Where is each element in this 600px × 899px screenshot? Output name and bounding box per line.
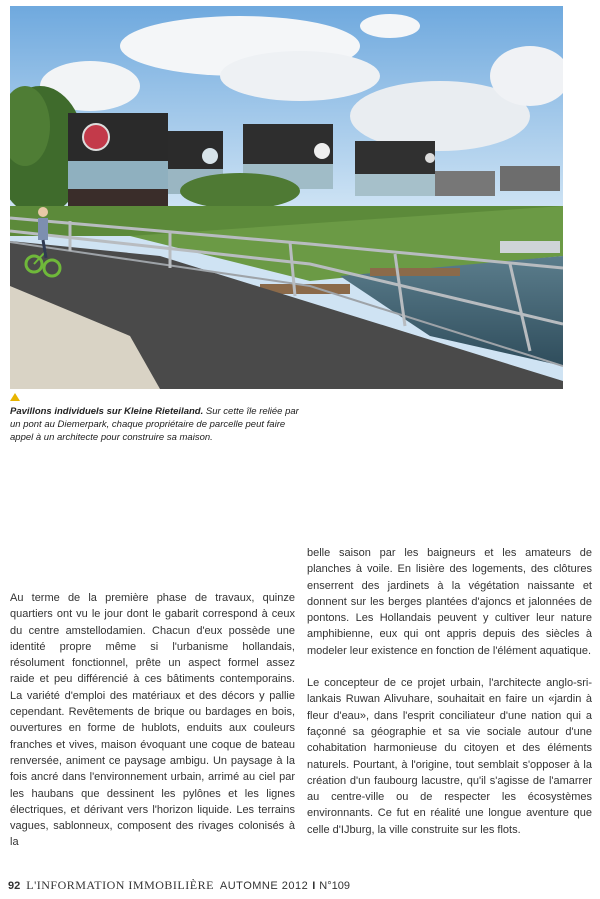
article-column-left [10, 590, 295, 867]
magazine-name: L'INFORMATION IMMOBILIÈRE [26, 878, 214, 892]
right-paragraph-2: Le concepteur de ce projet urbain, l'architecte anglo-sri-lankais Ruwan Alivuhare, souhaitait en faire un «jardin à fleur d'eau», dans l'esprit conciliateur d'une nation qui a façonné sa géographie et sa vie sociale autour d'une cohabitation harmonieuse du citoyen et des éléments naturels. Pourtant, à l'origine, tout semblait s'opposer à la création d'un faubourg lacustre, qu'il s'agisse de l'amarrer au centre-ville ou de respecter les écosystèmes environnants. Ce fut en réalité une longue aventure que celle d'IJburg, la ville construite sur les flots. [307, 677, 592, 836]
caption-title: Pavillons individuels sur Kleine Rieteiland. [10, 406, 204, 417]
footer-separator: I [312, 880, 316, 892]
page-footer [8, 878, 350, 893]
photo-caption [10, 405, 305, 444]
article-photo [10, 6, 563, 389]
caption-triangle-icon [10, 393, 20, 401]
page-number: 92 [8, 880, 21, 892]
right-paragraph-1: belle saison par les baigneurs et les amateurs de planches à voile. En lisière des logements, des clôtures enserrent des jardinets à la végétation naissante et donnent sur les berges plantées d'ajoncs et jalonnées de pontons. Les Hollandais peuvent y cultiver leur nature amphibienne, eux qui ont appris depuis des siècles à modeler leur existence en fonction de l'élément aquatique. [307, 547, 592, 657]
issue-number: N°109 [319, 880, 350, 892]
caption-text: Sur cette île reliée par un pont au Diemerpark, chaque propriétaire de parcelle peut faire appel à un architecte pour construire sa maison. [10, 406, 299, 443]
article-column-right [307, 545, 592, 854]
issue-season: AUTOMNE 2012 [219, 880, 309, 892]
left-paragraph-1: Au terme de la première phase de travaux, quinze quartiers ont vu le jour dont le gabarit correspond à ceux du centre amstellodamien. Chacun d'eux possède une identité propre même si l'urbanisme hollandais, résolument fonctionnel, prête un aspect formel assez raide et peu différencié à ces bâtiments contemporains. La variété d'emploi des matériaux et des décors y pallie cependant. Revêtements de brique ou bardages en bois, ouvertures en forme de hublots, enduits aux couleurs franches et vives, maison évoquant une coque de bateau renversée, animent ce paysage ambigu. Un paysage à la fois ancré dans l'environnement urbain, arrimé au ciel par les haubans que dessinent les pylônes et les lignes électriques, et dérivant vers l'horizon liquide. Les terrains vagues, sablonneux, composent des rivages colonisés à la [10, 592, 295, 849]
